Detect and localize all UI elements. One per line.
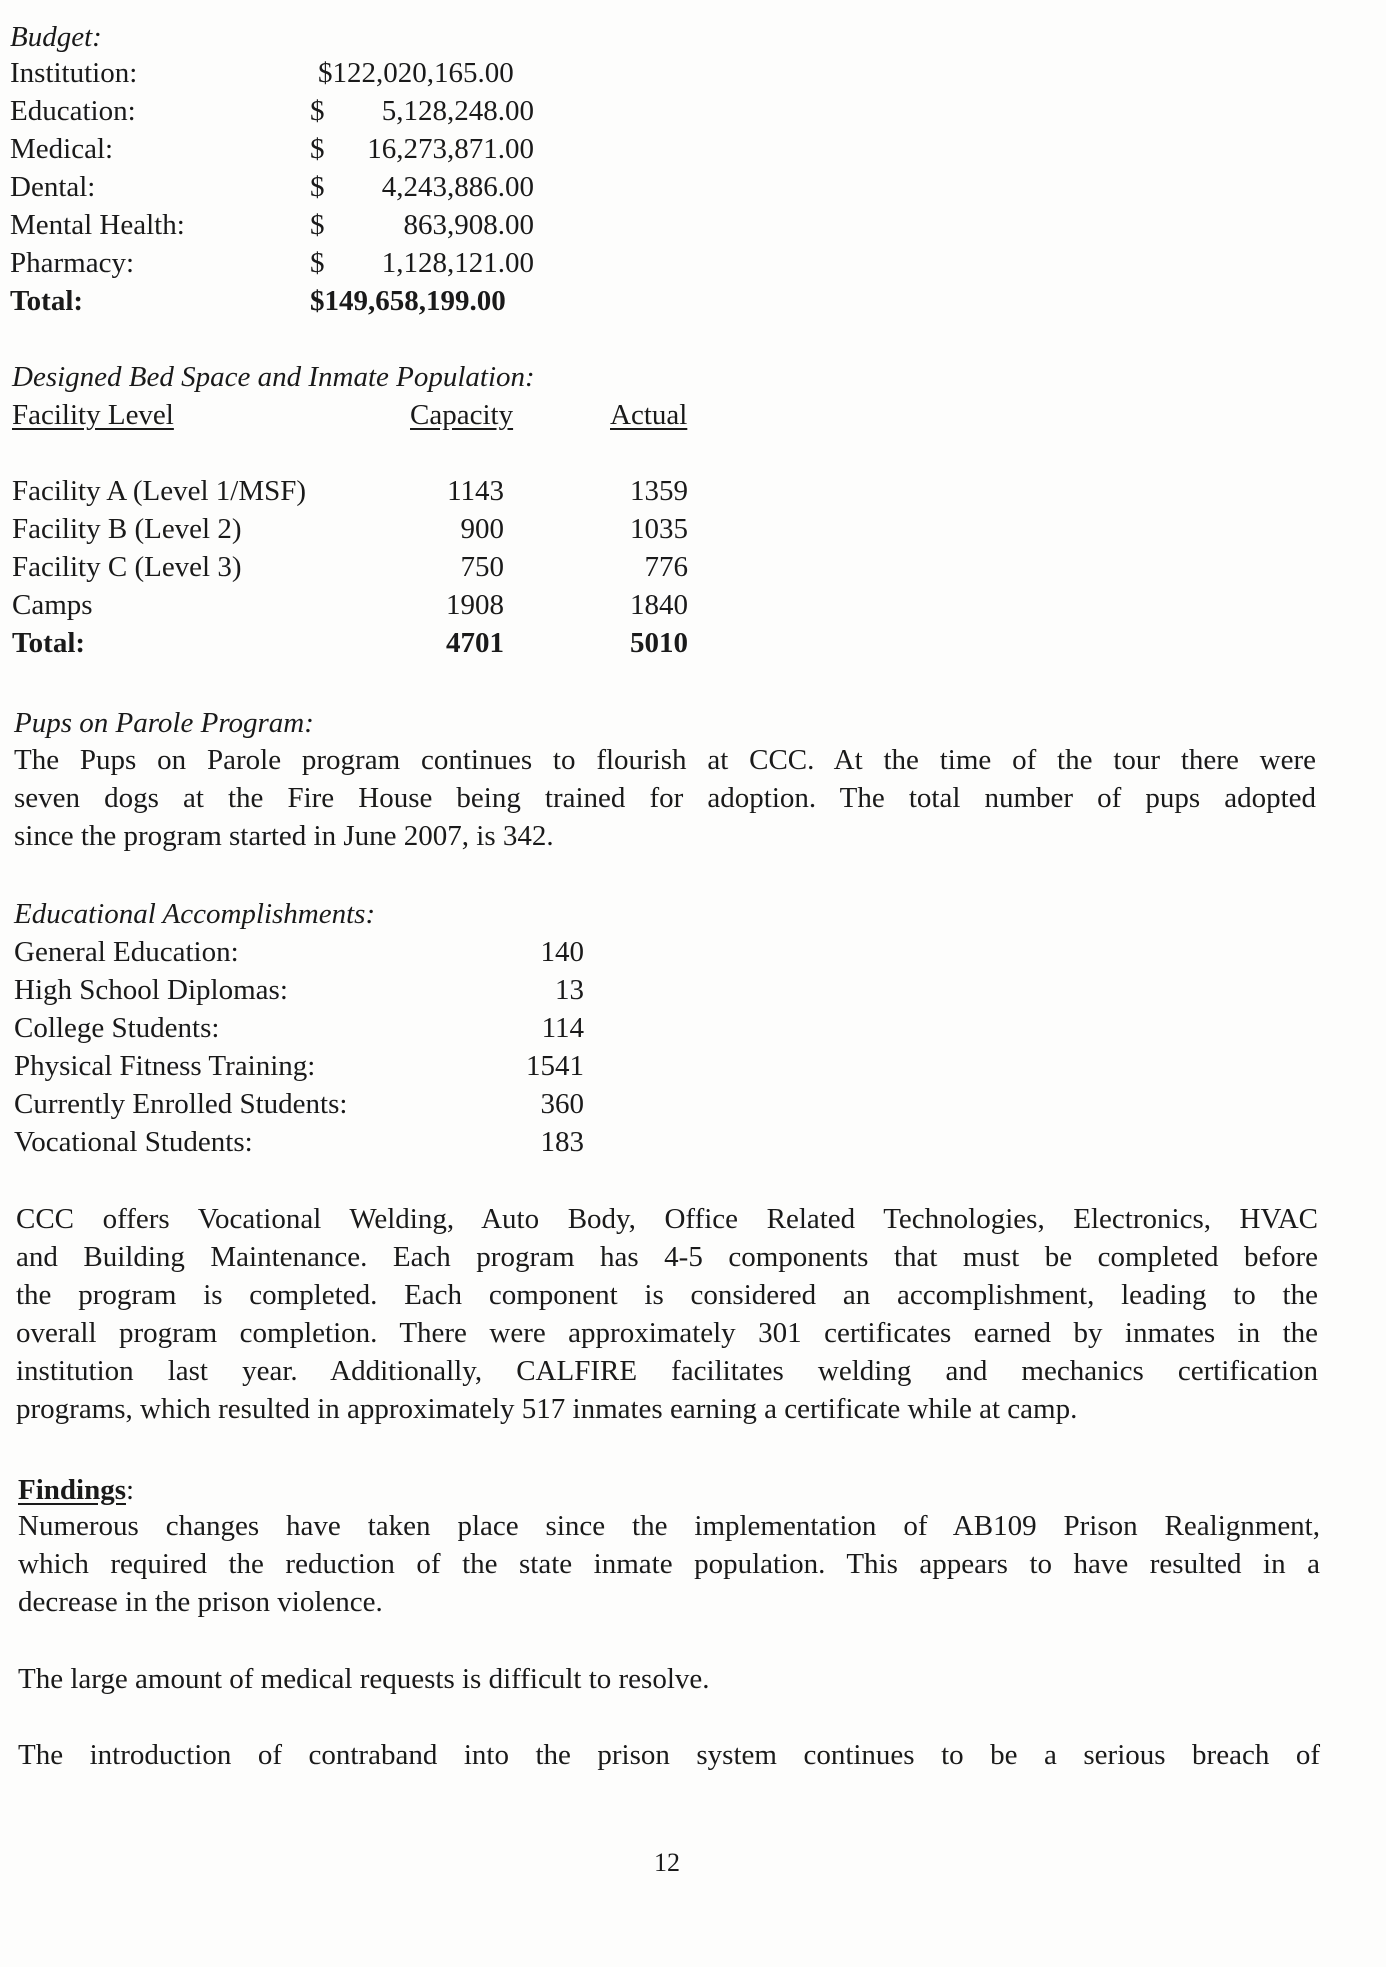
education-label: High School Diplomas:: [14, 974, 288, 1006]
education-value: 183: [540, 1126, 584, 1158]
budget-label: Medical:: [10, 133, 114, 165]
budget-total-label: Total:: [10, 285, 84, 317]
beds-col-capacity: Capacity: [410, 399, 514, 431]
budget-row: [10, 54, 570, 92]
budget-currency: $: [310, 133, 325, 165]
education-value: 1541: [526, 1050, 584, 1082]
education-value: 114: [541, 1012, 584, 1044]
vocational-line: programs, which resulted in approximately 517 inmates earning a certificate while at camp.: [16, 1393, 1078, 1425]
budget-amount: 16,273,871.00: [367, 133, 534, 165]
vocational-line: overall program completion. There were approximately 301 certificates earned by inmates in the: [16, 1317, 1318, 1349]
education-value: 360: [540, 1088, 584, 1120]
education-heading: Educational Accomplishments:: [14, 898, 376, 930]
budget-label: Mental Health:: [10, 209, 185, 241]
vocational-line: the program is completed. Each component is considered an accomplishment, leading to the: [16, 1279, 1318, 1311]
budget-total-amount: $149,658,199.00: [310, 285, 506, 317]
findings-heading-colon: :: [126, 1474, 135, 1506]
education-row: [14, 933, 584, 971]
vocational-line: CCC offers Vocational Welding, Auto Body, Office Related Technologies, Electronics, HVAC: [16, 1203, 1318, 1235]
beds-actual: 1035: [630, 513, 688, 545]
page-number: 12: [654, 1848, 680, 1877]
beds-actual: 776: [644, 551, 688, 583]
beds-total-row: [12, 624, 692, 662]
budget-amount: 863,908.00: [403, 209, 534, 241]
budget-label: Pharmacy:: [10, 247, 135, 279]
findings-paragraph-1: [18, 1507, 1320, 1621]
education-label: Physical Fitness Training:: [14, 1050, 316, 1082]
findings-heading: [18, 1471, 134, 1509]
education-row: [14, 1009, 584, 1047]
findings-paragraph-2: The large amount of medical requests is difficult to resolve.: [18, 1663, 710, 1695]
budget-label: Dental:: [10, 171, 96, 203]
findings-line: The introduction of contraband into the prison system continues to be a serious breach of: [18, 1739, 1320, 1771]
findings-line: decrease in the prison violence.: [18, 1586, 383, 1618]
education-row: [14, 1123, 584, 1161]
beds-actual: 1359: [630, 475, 688, 507]
findings-heading-text: Findings: [18, 1474, 126, 1506]
budget-row: [10, 206, 570, 244]
beds-total-actual: 5010: [630, 627, 688, 659]
beds-col-facility: Facility Level: [12, 399, 174, 431]
education-row: [14, 1085, 584, 1123]
vocational-line: institution last year. Additionally, CALFIRE facilitates welding and mechanics certification: [16, 1355, 1318, 1387]
beds-capacity: 1908: [446, 589, 504, 621]
beds-row: [12, 510, 692, 548]
pups-line: The Pups on Parole program continues to flourish at CCC. At the time of the tour there were: [14, 744, 1316, 776]
beds-actual: 1840: [630, 589, 688, 621]
beds-capacity: 750: [460, 551, 504, 583]
beds-row: [12, 586, 692, 624]
budget-heading: Budget:: [10, 21, 102, 53]
pups-paragraph: [14, 741, 1316, 855]
findings-line: Numerous changes have taken place since the implementation of AB109 Prison Realignment,: [18, 1510, 1320, 1542]
budget-row: [10, 244, 570, 282]
beds-facility: Facility B (Level 2): [12, 513, 242, 545]
budget-label: Education:: [10, 95, 136, 127]
beds-capacity: 1143: [447, 475, 504, 507]
budget-currency: $: [310, 95, 325, 127]
beds-heading: Designed Bed Space and Inmate Population:: [12, 361, 535, 393]
budget-amount: 5,128,248.00: [381, 95, 534, 127]
budget-row: [10, 92, 570, 130]
beds-facility: Facility C (Level 3): [12, 551, 242, 583]
findings-paragraph-3: [18, 1736, 1320, 1774]
budget-row: [10, 168, 570, 206]
budget-row: [10, 130, 570, 168]
vocational-line: and Building Maintenance. Each program has 4-5 components that must be completed before: [16, 1241, 1318, 1273]
beds-row: [12, 472, 692, 510]
education-label: Vocational Students:: [14, 1126, 253, 1158]
vocational-paragraph: [16, 1200, 1318, 1428]
beds-col-actual: Actual: [610, 399, 688, 431]
pups-heading: Pups on Parole Program:: [14, 707, 314, 739]
beds-capacity: 900: [460, 513, 504, 545]
budget-currency: $: [310, 209, 325, 241]
budget-total-row: [10, 282, 570, 320]
beds-facility: Facility A (Level 1/MSF): [12, 475, 307, 507]
education-label: General Education:: [14, 936, 239, 968]
budget-currency: $: [310, 171, 325, 203]
pups-line: seven dogs at the Fire House being trained for adoption. The total number of pups adopted: [14, 782, 1316, 814]
pups-line: since the program started in June 2007, is 342.: [14, 820, 554, 852]
education-row: [14, 971, 584, 1009]
budget-amount: 4,243,886.00: [381, 171, 534, 203]
beds-facility: Camps: [12, 589, 93, 621]
budget-label: Institution:: [10, 57, 138, 89]
education-row: [14, 1047, 584, 1085]
education-value: 140: [540, 936, 584, 968]
beds-total-capacity: 4701: [446, 627, 504, 659]
findings-line: which required the reduction of the state inmate population. This appears to have resulted in a: [18, 1548, 1320, 1580]
education-label: College Students:: [14, 1012, 220, 1044]
education-label: Currently Enrolled Students:: [14, 1088, 348, 1120]
education-value: 13: [555, 974, 584, 1006]
beds-total-label: Total:: [12, 627, 86, 659]
budget-amount: 1,128,121.00: [381, 247, 534, 279]
beds-row: [12, 548, 692, 586]
budget-amount: $122,020,165.00: [318, 57, 514, 89]
budget-currency: $: [310, 247, 325, 279]
